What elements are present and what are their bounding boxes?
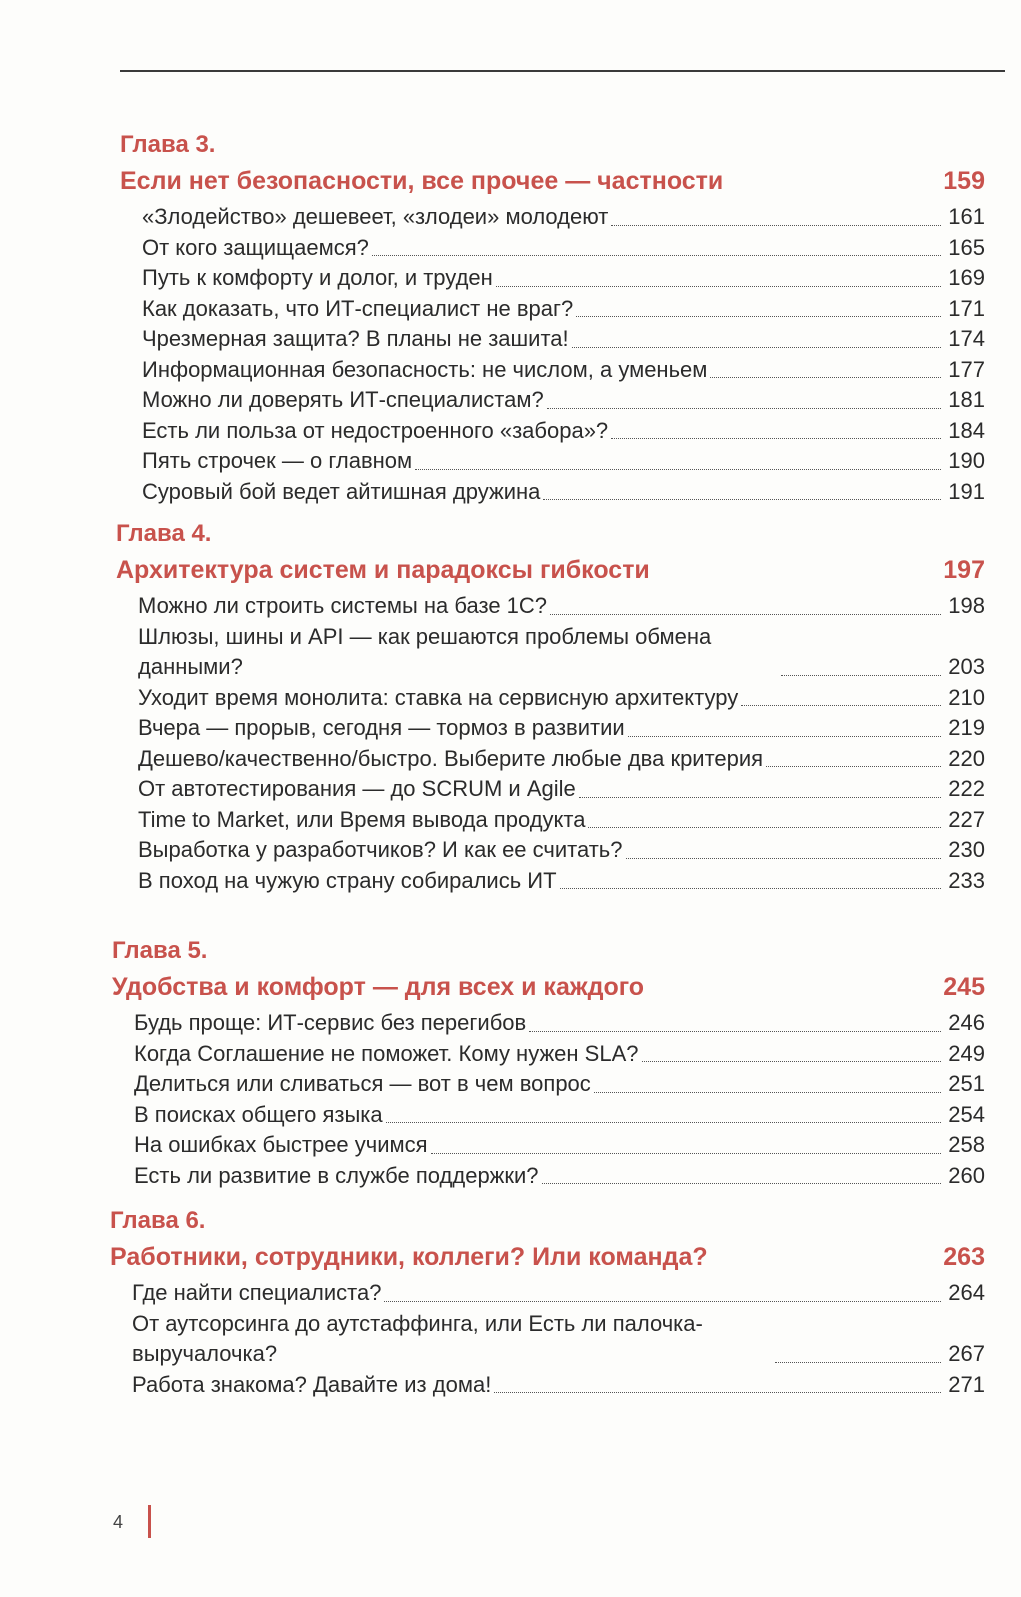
dot-leader xyxy=(372,255,941,256)
entry-title: Чрезмерная защита? В планы не зашита! xyxy=(142,326,569,351)
entry-title: Есть ли польза от недостроенного «забора»? xyxy=(142,417,609,443)
entry-page-number: 233 xyxy=(948,867,985,893)
entry-title: «Злодейство» дешевеет, «злодеи» молодеют xyxy=(142,204,609,229)
toc-entry[interactable] xyxy=(142,385,985,416)
dot-leader xyxy=(710,377,941,378)
dot-leader xyxy=(626,858,941,859)
entry-page-number: 219 xyxy=(948,715,985,740)
entry-title: Выработка у разработчиков? И как ее считать? xyxy=(138,837,623,862)
chapter-section xyxy=(116,517,985,896)
entry-title: Пять строчек — о главном xyxy=(142,448,413,473)
entry-page-number: 190 xyxy=(948,448,985,473)
entry-title: В поход на чужую страну собирались ИТ xyxy=(138,867,557,893)
toc-entry[interactable] xyxy=(134,1161,985,1192)
entry-page-number: 177 xyxy=(948,356,985,382)
entry-page-number: 264 xyxy=(948,1280,985,1305)
toc-entry[interactable] xyxy=(132,1278,985,1309)
entry-title: От кого защищаемся? xyxy=(142,234,369,260)
toc-entry[interactable] xyxy=(134,1008,985,1039)
entry-page-number: 222 xyxy=(948,776,985,801)
dot-leader xyxy=(741,705,941,706)
chapter-title: Если нет безопасности, все прочее — частности xyxy=(120,167,724,195)
toc-entry[interactable] xyxy=(138,774,985,805)
entry-title: Есть ли развитие в службе поддержки? xyxy=(134,1162,539,1188)
entry-page-number: 246 xyxy=(948,1010,985,1035)
entry-page-number: 203 xyxy=(948,654,985,679)
entry-page-number: 249 xyxy=(948,1040,985,1066)
entry-page-number: 171 xyxy=(948,295,985,321)
footer-accent-bar xyxy=(148,1505,151,1538)
dot-leader xyxy=(766,766,941,767)
entry-page-number: 161 xyxy=(948,204,985,229)
dot-leader xyxy=(560,888,941,889)
dot-leader xyxy=(494,1392,941,1393)
entry-title: Вчера — прорыв, сегодня — тормоз в развитии xyxy=(138,715,625,740)
dot-leader xyxy=(384,1301,941,1302)
entry-page-number: 191 xyxy=(948,478,985,504)
toc-entry[interactable] xyxy=(132,1370,985,1401)
toc-entry[interactable] xyxy=(134,1130,985,1161)
entry-title: Как доказать, что ИТ-специалист не враг? xyxy=(142,295,574,321)
chapter-title: Удобства и комфорт — для всех и каждого xyxy=(112,973,645,1001)
entry-page-number: 169 xyxy=(948,265,985,290)
entry-list xyxy=(138,591,985,896)
chapter-page-number: 159 xyxy=(943,167,985,195)
entry-title: От аутсорсинга до аутстаффинга, или Есть ли палочка-выручалочка? xyxy=(132,1310,703,1366)
entry-list xyxy=(134,1008,985,1191)
dot-leader xyxy=(496,286,941,287)
entry-page-number: 254 xyxy=(948,1101,985,1127)
toc-entry[interactable] xyxy=(142,446,985,477)
entry-title: Когда Соглашение не поможет. Кому нужен SLA? xyxy=(134,1040,639,1066)
toc-entry[interactable] xyxy=(134,1039,985,1070)
dot-leader xyxy=(588,827,941,828)
entry-page-number: 267 xyxy=(948,1341,985,1366)
chapter-section xyxy=(120,128,985,507)
entry-page-number: 258 xyxy=(948,1132,985,1157)
toc-entry[interactable] xyxy=(142,416,985,447)
dot-leader xyxy=(529,1031,941,1032)
toc-entry[interactable] xyxy=(138,591,985,622)
entry-title: Можно ли доверять ИТ-специалистам? xyxy=(142,387,544,412)
chapter-title-row[interactable] xyxy=(112,968,985,1006)
entry-page-number: 271 xyxy=(948,1371,985,1397)
dot-leader xyxy=(611,438,941,439)
entry-page-number: 260 xyxy=(948,1162,985,1188)
chapter-label: Глава 3. xyxy=(120,131,216,158)
entry-title: На ошибках быстрее учимся xyxy=(134,1132,428,1157)
chapter-title-row[interactable] xyxy=(110,1238,985,1276)
entry-title: Путь к комфорту и долог, и труден xyxy=(142,265,493,290)
toc-entry[interactable] xyxy=(138,683,985,714)
dot-leader xyxy=(611,225,941,226)
entry-page-number: 220 xyxy=(948,745,985,771)
toc-entry[interactable] xyxy=(142,355,985,386)
entry-title: Где найти специалиста? xyxy=(132,1280,382,1305)
chapter-page-number: 197 xyxy=(943,556,985,584)
chapter-section xyxy=(110,1204,985,1400)
dot-leader xyxy=(550,614,941,615)
toc-entry[interactable] xyxy=(142,324,985,355)
entry-page-number: 174 xyxy=(948,326,985,351)
entry-list xyxy=(132,1278,985,1400)
chapter-title: Работники, сотрудники, коллеги? Или команда? xyxy=(110,1243,708,1271)
dot-leader xyxy=(628,736,941,737)
toc-entry[interactable] xyxy=(142,477,985,508)
entry-title: Суровый бой ведет айтишная дружина xyxy=(142,478,541,504)
chapter-label: Глава 5. xyxy=(112,937,208,964)
dot-leader xyxy=(781,675,941,676)
entry-page-number: 230 xyxy=(948,837,985,862)
entry-title: Шлюзы, шины и API — как решаются проблемы обмена данными? xyxy=(138,623,712,679)
dot-leader xyxy=(579,797,941,798)
toc-entry[interactable] xyxy=(138,866,985,897)
toc-entry[interactable] xyxy=(134,1100,985,1131)
entry-list xyxy=(142,202,985,507)
chapter-title-row[interactable] xyxy=(116,551,985,589)
chapter-label: Глава 4. xyxy=(116,520,212,547)
entry-page-number: 251 xyxy=(948,1071,985,1096)
entry-title: Информационная безопасность: не числом, а уменьем xyxy=(142,356,708,382)
chapter-title: Архитектура систем и парадоксы гибкости xyxy=(116,556,650,584)
dot-leader xyxy=(431,1153,941,1154)
dot-leader xyxy=(547,408,941,409)
entry-page-number: 165 xyxy=(948,234,985,260)
entry-page-number: 227 xyxy=(948,806,985,832)
toc-entry[interactable] xyxy=(142,202,985,233)
toc-entry[interactable] xyxy=(142,294,985,325)
dot-leader xyxy=(572,347,941,348)
dot-leader xyxy=(594,1092,941,1093)
dot-leader xyxy=(543,499,941,500)
chapter-page-number: 245 xyxy=(943,973,985,1001)
toc-entry[interactable] xyxy=(142,233,985,264)
entry-title: От автотестирования — до SCRUM и Agile xyxy=(138,776,576,801)
entry-title: Дешево/качественно/быстро. Выберите любые два критерия xyxy=(138,745,764,771)
entry-page-number: 198 xyxy=(948,593,985,618)
entry-title: Работа знакома? Давайте из дома! xyxy=(132,1371,492,1397)
dot-leader xyxy=(386,1122,941,1123)
dot-leader xyxy=(576,316,941,317)
entry-title: Уходит время монолита: ставка на сервисную архитектуру xyxy=(138,684,739,710)
toc-entry[interactable] xyxy=(138,622,985,683)
toc-entry[interactable] xyxy=(138,835,985,866)
entry-title: Time to Market, или Время вывода продукта xyxy=(138,806,586,832)
entry-page-number: 184 xyxy=(948,417,985,443)
top-rule xyxy=(120,70,1005,72)
entry-title: Можно ли строить системы на базе 1С? xyxy=(138,593,548,618)
toc-entry[interactable] xyxy=(132,1309,985,1370)
dot-leader xyxy=(775,1362,941,1363)
dot-leader xyxy=(415,469,941,470)
toc-entry[interactable] xyxy=(138,744,985,775)
toc-entry[interactable] xyxy=(138,805,985,836)
chapter-title-row[interactable] xyxy=(120,162,985,200)
footer-page-number: 4 xyxy=(113,1512,124,1532)
chapter-page-number: 263 xyxy=(943,1243,985,1271)
entry-page-number: 210 xyxy=(948,684,985,710)
entry-page-number: 181 xyxy=(948,387,985,412)
dot-leader xyxy=(542,1183,941,1184)
toc-entry[interactable] xyxy=(134,1069,985,1100)
toc-entry[interactable] xyxy=(138,713,985,744)
entry-title: В поисках общего языка xyxy=(134,1101,383,1127)
chapter-section xyxy=(112,934,985,1191)
entry-title: Делиться или сливаться — вот в чем вопрос xyxy=(134,1071,591,1096)
entry-title: Будь проще: ИТ-сервис без перегибов xyxy=(134,1010,527,1035)
toc-entry[interactable] xyxy=(142,263,985,294)
chapter-label: Глава 6. xyxy=(110,1207,206,1234)
dot-leader xyxy=(642,1061,942,1062)
